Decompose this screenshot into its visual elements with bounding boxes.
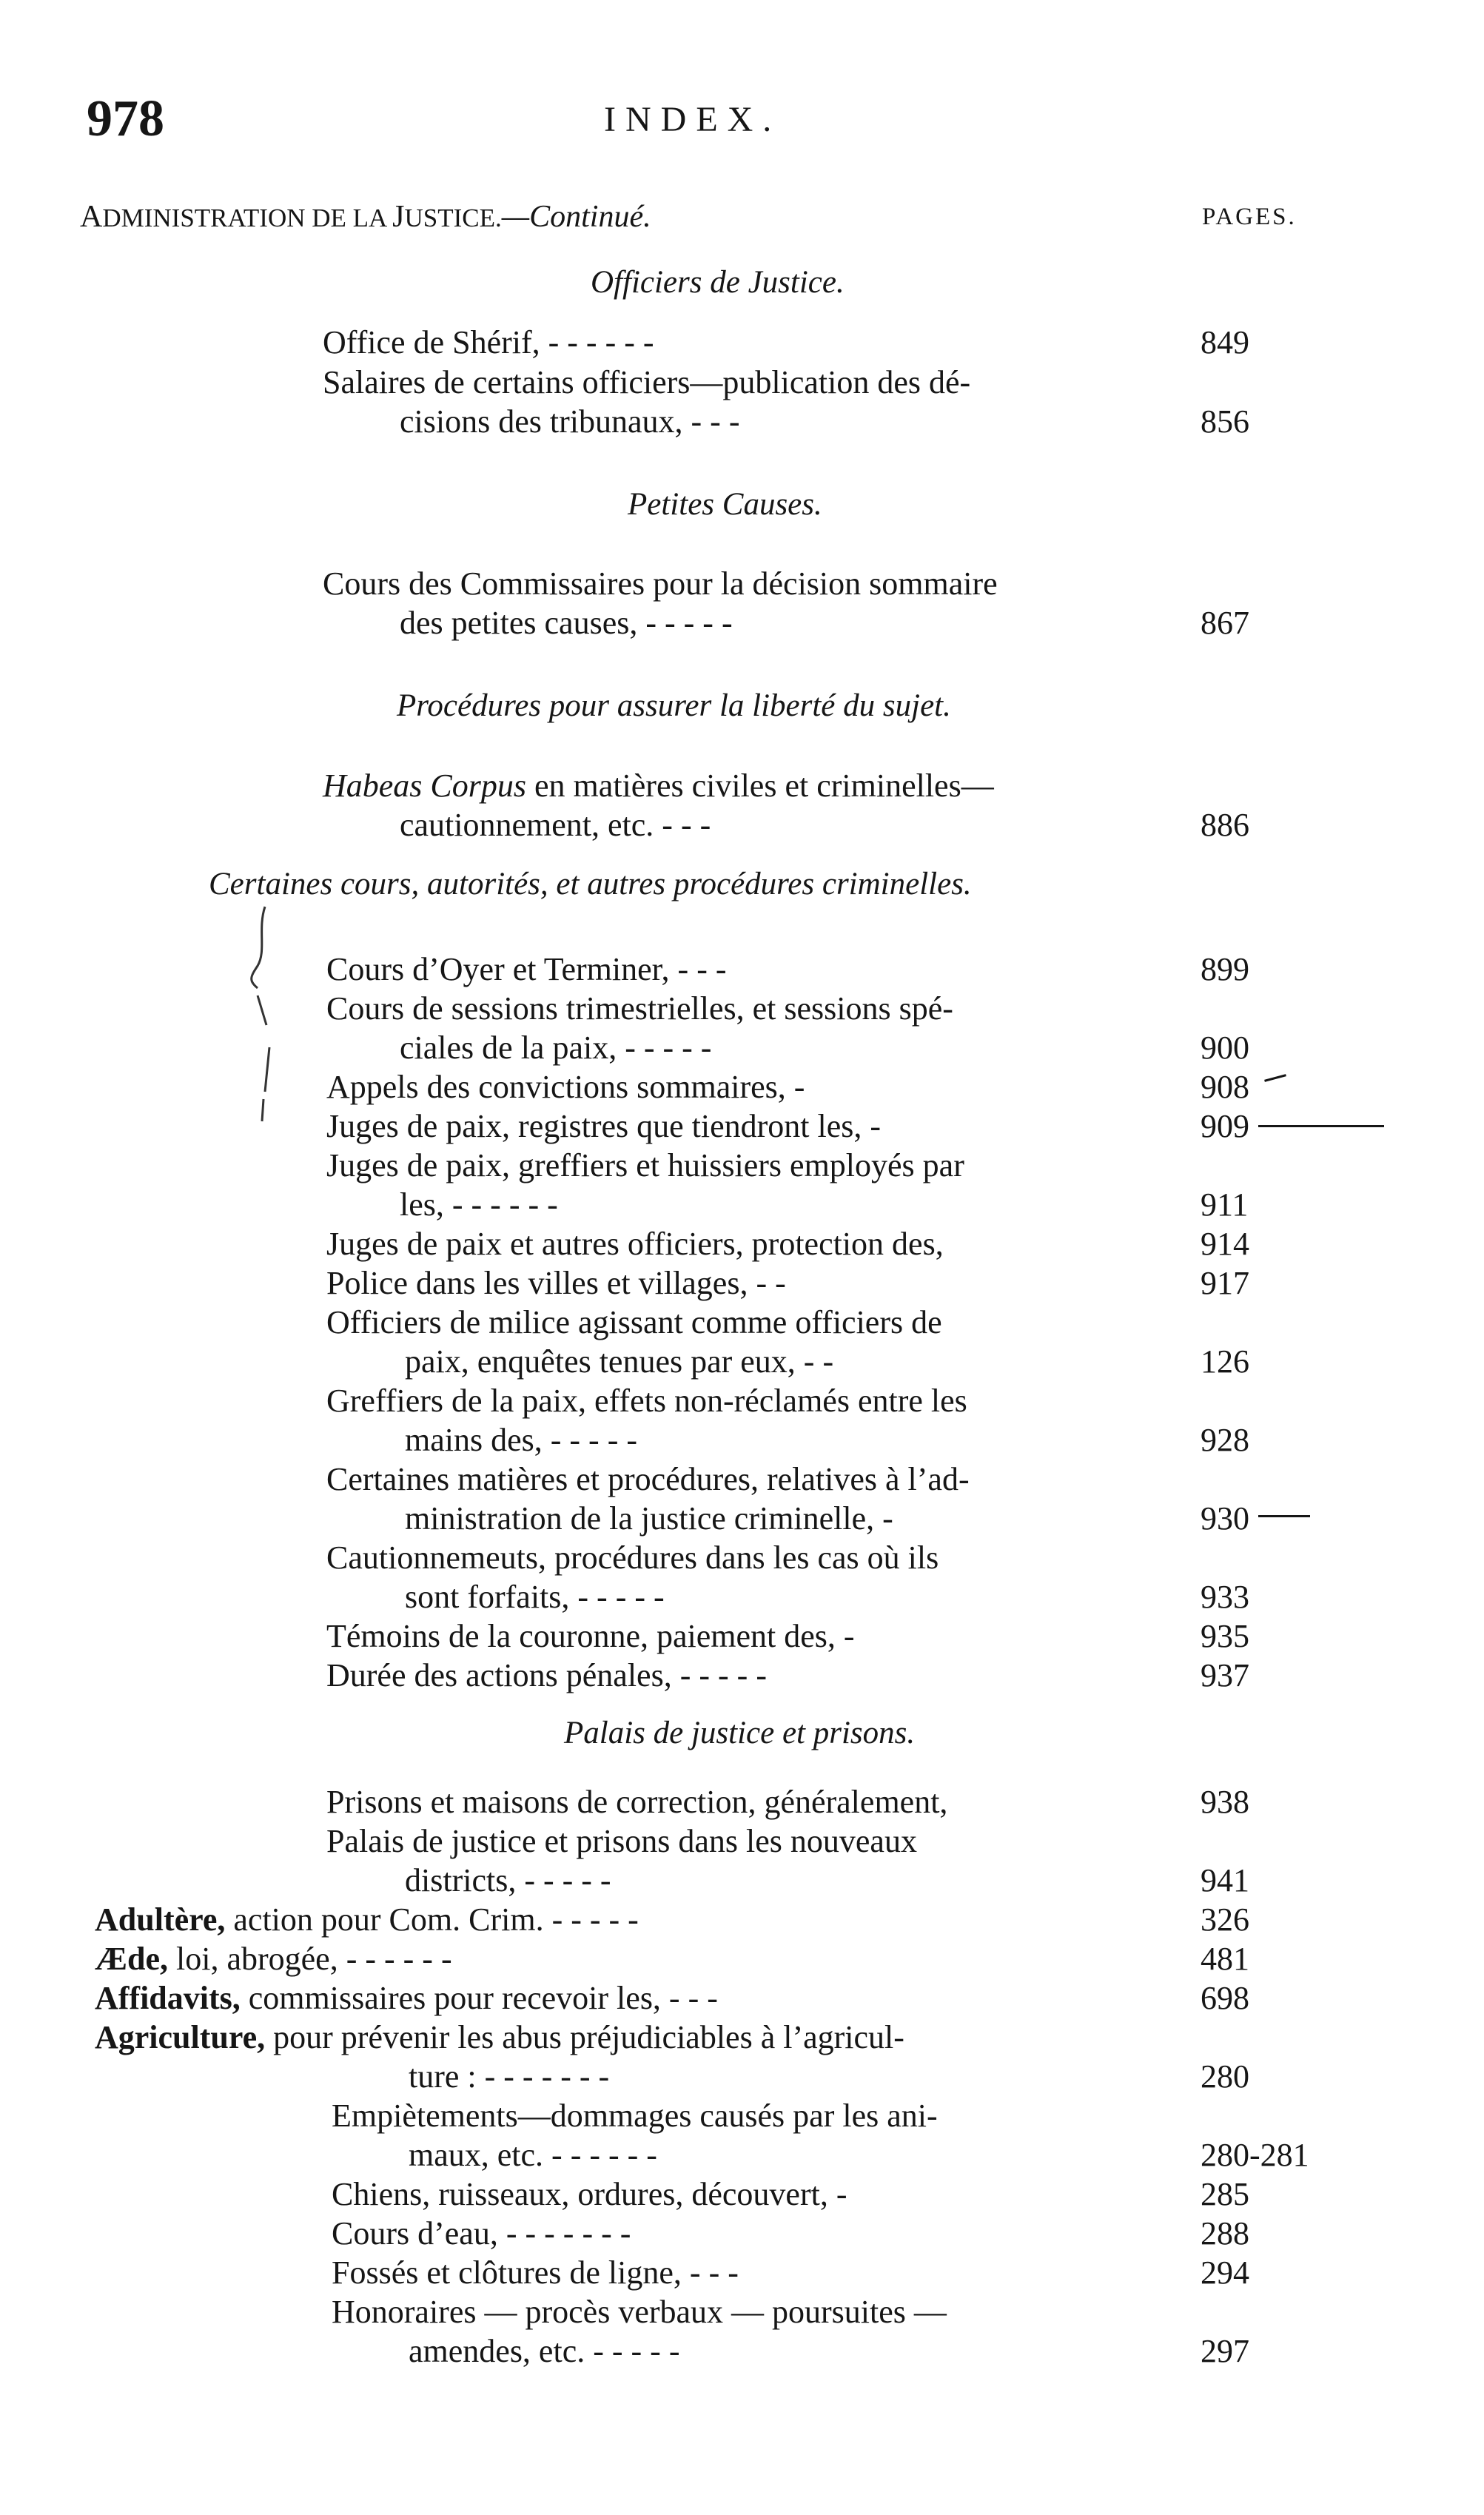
page-ref: 288 [1201,2215,1249,2252]
pencil-line-mark [1258,1125,1384,1127]
page-ref: 886 [1201,807,1249,843]
subheading-certaines-cours: Certaines cours, autorités, et autres procédures criminelles. [209,867,972,901]
page-ref: 285 [1201,2176,1249,2212]
page-ref: 294 [1201,2254,1249,2291]
page-ref: 909 [1201,1108,1249,1144]
page-ref: 935 [1201,1618,1249,1654]
subheading-palais: Palais de justice et prisons. [564,1716,916,1750]
page-ref: 917 [1201,1265,1249,1301]
page-ref: 914 [1201,1226,1249,1262]
handwritten-bracket-mark [235,899,324,1151]
page-ref: 126 [1201,1343,1249,1380]
page-number: 978 [87,90,164,147]
page-ref: 297 [1201,2333,1249,2369]
continued-label: —Continué. [501,200,651,234]
page-ref: 928 [1201,1422,1249,1458]
section-heading: ADMINISTRATION DE LA JUSTICE.—Continué. [80,200,651,234]
page-ref: 856 [1201,403,1249,440]
page-ref: 899 [1201,951,1249,987]
subheading-liberte: Procédures pour assurer la liberté du sujet. [397,688,951,723]
page-ref: 933 [1201,1579,1249,1615]
page-ref: 941 [1201,1862,1249,1898]
page-ref: 900 [1201,1030,1249,1066]
page-ref: 930 [1201,1500,1249,1537]
page-ref: 280-281 [1201,2137,1309,2173]
page-ref: 849 [1201,324,1249,360]
pencil-dash-mark [1258,1515,1310,1517]
page-ref: 938 [1201,1784,1249,1820]
subheading-officiers: Officiers de Justice. [591,265,845,300]
subheading-petites-causes: Petites Causes. [628,487,822,522]
index-page: 978 INDEX. ADMINISTRATION DE LA JUSTICE.—Continué. PAGES. Officiers de Justice. Petites Causes. Procédures pour assurer la liberté du sujet. Certaines cours, autorités, et autres procédures criminelles. Palais de justice et prisons. Office de Shérif, - - - - - - 849 Salaires de certains officiers—publication des dé- cisions des tribunaux, - - - 856 Cours des Commissaires pour la décision sommaire des petites causes, - - - - - 867 Habeas Corpus en matières civiles et criminelles— cautionnement, etc. - - - 886 Cours d’Oyer et Terminer, - - - 899 Cours de sessions trimestrielles, et sessions spé- ciales de la paix, - - - - - 900 Appels des convictions sommaires, - 908 Juges de paix, registres que tiendront les, - 909 Juges de paix, greffiers et huissiers employés par les, - - - - - - 911 Juges de paix et autres officiers, protection des, 914 Police dans les villes et villages, - - 917 Officiers de milice agissant comme officiers de paix, enquêtes tenues par eux, - - 126 Greffiers de la paix, effets non-réclamés entre les mains des, - - - - - 928 Certaines matières et procédures, relatives à l’ad- ministration de la justice criminelle, - 930 Cautionnemeuts, procédures dans les cas où ils sont forfaits, - - - - - 933 Témoins de la couronne, paiement des, - 935 Durée des actions pénales, - - - - - 937 Prisons et maisons de correction, généralement, 938 Palais de justice et prisons dans les nouveaux districts, - - - - - 941 Adultère, action pour Com. Crim. - - - - - 326 Æde, loi, abrogée, - - - - - - 481 Affidavits, commissaires pour recevoir les, - - - 698 Agriculture, pour prévenir les abus préjudiciables à l’agricul- ture : - - - - - - - 280 Empiètements—dommages causés par les ani- maux, etc. - - - - - - 280-281 Chiens, ruisseaux, ordures, découvert, - 285 Cours d’eau, - - - - - - - 288 Fossés et clôtures de ligne, - - - 294 Honoraires — procès verbaux — poursuites — amendes, etc. - - - - - 297 [0,0,1484,2515]
page-ref: 937 [1201,1657,1249,1693]
page-ref: 280 [1201,2058,1249,2095]
section-title-part: DMINISTRATION DE LA [102,204,393,232]
page-ref: 481 [1201,1941,1249,1977]
page-ref: 326 [1201,1901,1249,1938]
pencil-tick-mark [1264,1074,1286,1082]
page-ref: 908 [1201,1069,1249,1105]
page-ref: 867 [1201,605,1249,641]
page-ref: 698 [1201,1980,1249,2016]
page-ref: 911 [1201,1186,1249,1223]
running-title: INDEX. [604,100,782,139]
pages-column-heading: PAGES. [1202,204,1297,230]
